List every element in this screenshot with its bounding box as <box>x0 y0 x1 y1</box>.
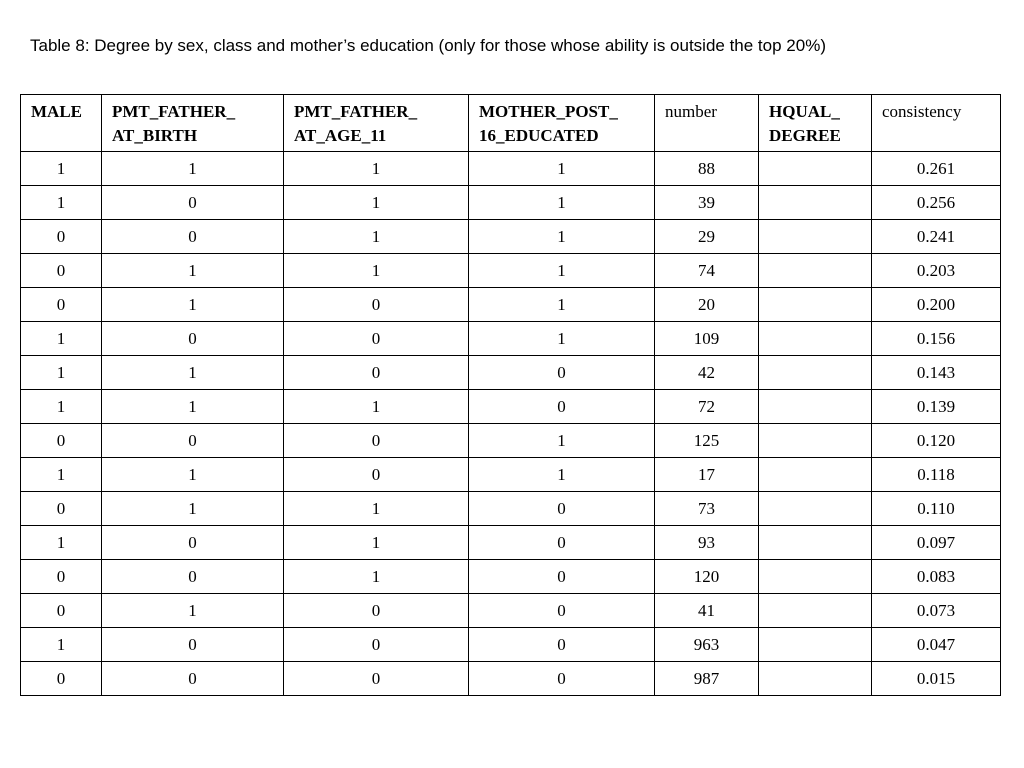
cell-consistency: 0.261 <box>872 152 1001 186</box>
cell-consistency: 0.241 <box>872 220 1001 254</box>
cell-number: 987 <box>655 662 759 696</box>
cell-pmt-father-at-age-11: 0 <box>284 458 469 492</box>
cell-pmt-father-at-birth: 0 <box>102 560 284 594</box>
cell-mother-post-16-educated: 0 <box>469 662 655 696</box>
cell-male: 1 <box>21 458 102 492</box>
cell-pmt-father-at-birth: 0 <box>102 220 284 254</box>
cell-mother-post-16-educated: 1 <box>469 424 655 458</box>
cell-pmt-father-at-birth: 1 <box>102 594 284 628</box>
cell-pmt-father-at-age-11: 1 <box>284 220 469 254</box>
table-row <box>21 560 1001 594</box>
cell-number: 72 <box>655 390 759 424</box>
cell-pmt-father-at-age-11: 0 <box>284 594 469 628</box>
cell-male: 0 <box>21 594 102 628</box>
cell-consistency: 0.073 <box>872 594 1001 628</box>
header-male: MALE <box>21 95 102 152</box>
cell-mother-post-16-educated: 0 <box>469 560 655 594</box>
cell-pmt-father-at-age-11: 1 <box>284 186 469 220</box>
table-row <box>21 152 1001 186</box>
cell-male: 1 <box>21 186 102 220</box>
cell-hqual-degree <box>759 662 872 696</box>
table-row <box>21 288 1001 322</box>
table-row <box>21 492 1001 526</box>
cell-pmt-father-at-age-11: 1 <box>284 526 469 560</box>
cell-male: 1 <box>21 152 102 186</box>
cell-male: 1 <box>21 322 102 356</box>
cell-number: 73 <box>655 492 759 526</box>
cell-male: 0 <box>21 560 102 594</box>
cell-consistency: 0.203 <box>872 254 1001 288</box>
cell-consistency: 0.256 <box>872 186 1001 220</box>
cell-pmt-father-at-age-11: 1 <box>284 390 469 424</box>
table-row <box>21 322 1001 356</box>
header-number: number <box>655 95 759 152</box>
cell-number: 74 <box>655 254 759 288</box>
table-row <box>21 424 1001 458</box>
cell-pmt-father-at-birth: 0 <box>102 424 284 458</box>
cell-consistency: 0.200 <box>872 288 1001 322</box>
cell-male: 1 <box>21 628 102 662</box>
cell-consistency: 0.139 <box>872 390 1001 424</box>
cell-mother-post-16-educated: 0 <box>469 390 655 424</box>
cell-hqual-degree <box>759 492 872 526</box>
cell-mother-post-16-educated: 1 <box>469 322 655 356</box>
cell-pmt-father-at-birth: 1 <box>102 152 284 186</box>
cell-pmt-father-at-birth: 0 <box>102 322 284 356</box>
cell-hqual-degree <box>759 152 872 186</box>
cell-pmt-father-at-birth: 1 <box>102 492 284 526</box>
cell-consistency: 0.120 <box>872 424 1001 458</box>
cell-number: 963 <box>655 628 759 662</box>
data-table <box>20 94 1001 696</box>
table-row <box>21 186 1001 220</box>
cell-male: 0 <box>21 254 102 288</box>
table-row <box>21 254 1001 288</box>
table-row <box>21 662 1001 696</box>
cell-hqual-degree <box>759 356 872 390</box>
cell-pmt-father-at-birth: 1 <box>102 254 284 288</box>
cell-hqual-degree <box>759 628 872 662</box>
cell-hqual-degree <box>759 186 872 220</box>
cell-number: 41 <box>655 594 759 628</box>
cell-mother-post-16-educated: 1 <box>469 220 655 254</box>
cell-mother-post-16-educated: 1 <box>469 254 655 288</box>
header-pmt-father-at-age-11: PMT_FATHER_ AT_AGE_11 <box>284 95 469 152</box>
cell-hqual-degree <box>759 458 872 492</box>
cell-number: 125 <box>655 424 759 458</box>
header-pmt-father-at-birth: PMT_FATHER_ AT_BIRTH <box>102 95 284 152</box>
table-caption: Table 8: Degree by sex, class and mother’s education (only for those whose ability is outside the top 20%) <box>30 36 826 55</box>
cell-number: 88 <box>655 152 759 186</box>
header-hqual-degree: HQUAL_ DEGREE <box>759 95 872 152</box>
cell-pmt-father-at-birth: 1 <box>102 288 284 322</box>
cell-consistency: 0.143 <box>872 356 1001 390</box>
cell-pmt-father-at-age-11: 1 <box>284 254 469 288</box>
table-row <box>21 458 1001 492</box>
cell-number: 120 <box>655 560 759 594</box>
cell-pmt-father-at-age-11: 0 <box>284 356 469 390</box>
cell-male: 0 <box>21 288 102 322</box>
cell-consistency: 0.097 <box>872 526 1001 560</box>
cell-consistency: 0.083 <box>872 560 1001 594</box>
cell-consistency: 0.047 <box>872 628 1001 662</box>
cell-hqual-degree <box>759 560 872 594</box>
cell-pmt-father-at-age-11: 0 <box>284 424 469 458</box>
cell-male: 1 <box>21 526 102 560</box>
cell-hqual-degree <box>759 594 872 628</box>
cell-male: 0 <box>21 492 102 526</box>
cell-mother-post-16-educated: 1 <box>469 152 655 186</box>
cell-number: 39 <box>655 186 759 220</box>
cell-pmt-father-at-age-11: 0 <box>284 288 469 322</box>
cell-hqual-degree <box>759 254 872 288</box>
cell-number: 42 <box>655 356 759 390</box>
cell-pmt-father-at-birth: 0 <box>102 526 284 560</box>
cell-number: 29 <box>655 220 759 254</box>
table-body <box>21 152 1001 696</box>
table-row <box>21 594 1001 628</box>
header-mother-post-16-educated: MOTHER_POST_ 16_EDUCATED <box>469 95 655 152</box>
cell-pmt-father-at-birth: 1 <box>102 390 284 424</box>
cell-pmt-father-at-birth: 0 <box>102 186 284 220</box>
cell-male: 1 <box>21 390 102 424</box>
cell-pmt-father-at-age-11: 1 <box>284 560 469 594</box>
cell-consistency: 0.118 <box>872 458 1001 492</box>
table-row <box>21 526 1001 560</box>
cell-pmt-father-at-age-11: 1 <box>284 152 469 186</box>
cell-mother-post-16-educated: 0 <box>469 526 655 560</box>
cell-pmt-father-at-birth: 0 <box>102 662 284 696</box>
header-consistency: consistency <box>872 95 1001 152</box>
cell-pmt-father-at-age-11: 1 <box>284 492 469 526</box>
cell-number: 109 <box>655 322 759 356</box>
cell-hqual-degree <box>759 424 872 458</box>
cell-mother-post-16-educated: 0 <box>469 594 655 628</box>
cell-number: 20 <box>655 288 759 322</box>
cell-male: 0 <box>21 220 102 254</box>
cell-consistency: 0.156 <box>872 322 1001 356</box>
cell-number: 93 <box>655 526 759 560</box>
cell-mother-post-16-educated: 0 <box>469 492 655 526</box>
table-row <box>21 220 1001 254</box>
cell-pmt-father-at-birth: 1 <box>102 458 284 492</box>
cell-hqual-degree <box>759 390 872 424</box>
cell-mother-post-16-educated: 0 <box>469 356 655 390</box>
cell-pmt-father-at-age-11: 0 <box>284 662 469 696</box>
table-row <box>21 390 1001 424</box>
cell-number: 17 <box>655 458 759 492</box>
cell-mother-post-16-educated: 1 <box>469 186 655 220</box>
cell-male: 0 <box>21 662 102 696</box>
header-row <box>21 95 1001 152</box>
cell-hqual-degree <box>759 322 872 356</box>
table-row <box>21 628 1001 662</box>
cell-male: 0 <box>21 424 102 458</box>
cell-mother-post-16-educated: 1 <box>469 458 655 492</box>
cell-mother-post-16-educated: 1 <box>469 288 655 322</box>
cell-pmt-father-at-birth: 1 <box>102 356 284 390</box>
cell-hqual-degree <box>759 288 872 322</box>
cell-pmt-father-at-age-11: 0 <box>284 628 469 662</box>
cell-consistency: 0.110 <box>872 492 1001 526</box>
cell-hqual-degree <box>759 526 872 560</box>
cell-hqual-degree <box>759 220 872 254</box>
table-row <box>21 356 1001 390</box>
cell-pmt-father-at-age-11: 0 <box>284 322 469 356</box>
cell-male: 1 <box>21 356 102 390</box>
cell-consistency: 0.015 <box>872 662 1001 696</box>
cell-mother-post-16-educated: 0 <box>469 628 655 662</box>
cell-pmt-father-at-birth: 0 <box>102 628 284 662</box>
